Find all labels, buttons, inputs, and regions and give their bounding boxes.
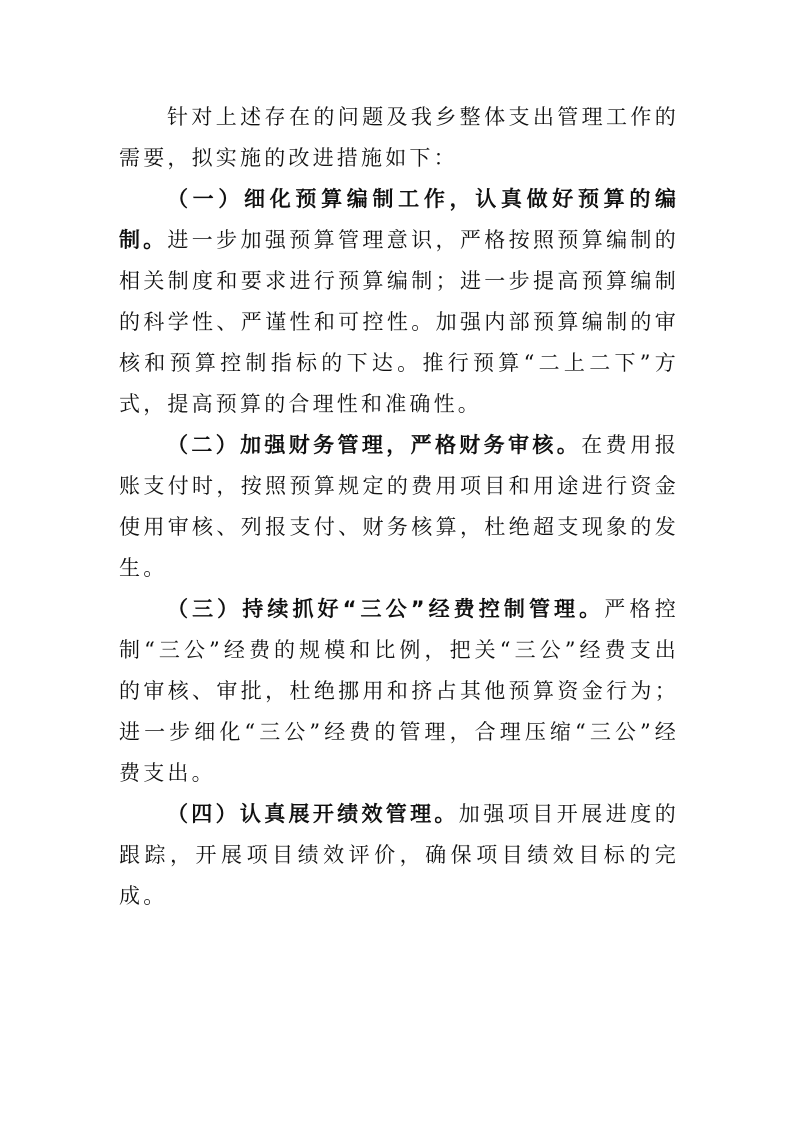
intro-paragraph: 针对上述存在的问题及我乡整体支出管理工作的需要，拟实施的改进措施如下： bbox=[119, 105, 679, 170]
measure-paragraph-4 bbox=[119, 794, 679, 917]
measure-text-2: 在费用报账支付时，按照预算规定的费用项目和用途进行资金使用审核、列报支付、财务核算，杜绝超支现象的发生。 bbox=[119, 433, 679, 580]
measure-paragraph-1 bbox=[119, 179, 679, 425]
measure-heading-4: （四）认真展开绩效管理。 bbox=[167, 802, 459, 826]
measure-paragraph-3 bbox=[119, 589, 679, 794]
measure-paragraph-2 bbox=[119, 425, 679, 589]
measure-text-1: 进一步加强预算管理意识，严格按照预算编制的相关制度和要求进行预算编制；进一步提高预算编制的科学性、严谨性和可控性。加强内部预算编制的审核和预算控制指标的下达。推行预算“二上二下”方式，提高预算的合理性和准确性。 bbox=[119, 228, 680, 416]
document-body bbox=[119, 97, 679, 917]
measure-text-3: 严格控制“三公”经费的规模和比例，把关“三公”经费支出的审核、审批，杜绝挪用和挤占其他预算资金行为；进一步细化“三公”经费的管理，合理压缩“三公”经费支出。 bbox=[119, 597, 679, 785]
measure-heading-2: （二）加强财务管理，严格财务审核。 bbox=[167, 433, 582, 457]
measure-text-4: 加强项目开展进度的跟踪，开展项目绩效评价，确保项目绩效目标的完成。 bbox=[119, 802, 679, 908]
measure-heading-1: （一）细化预算编制工作，认真做好预算的编制。 bbox=[119, 187, 679, 252]
measure-heading-3: （三）持续抓好“三公”经费控制管理。 bbox=[167, 597, 605, 621]
